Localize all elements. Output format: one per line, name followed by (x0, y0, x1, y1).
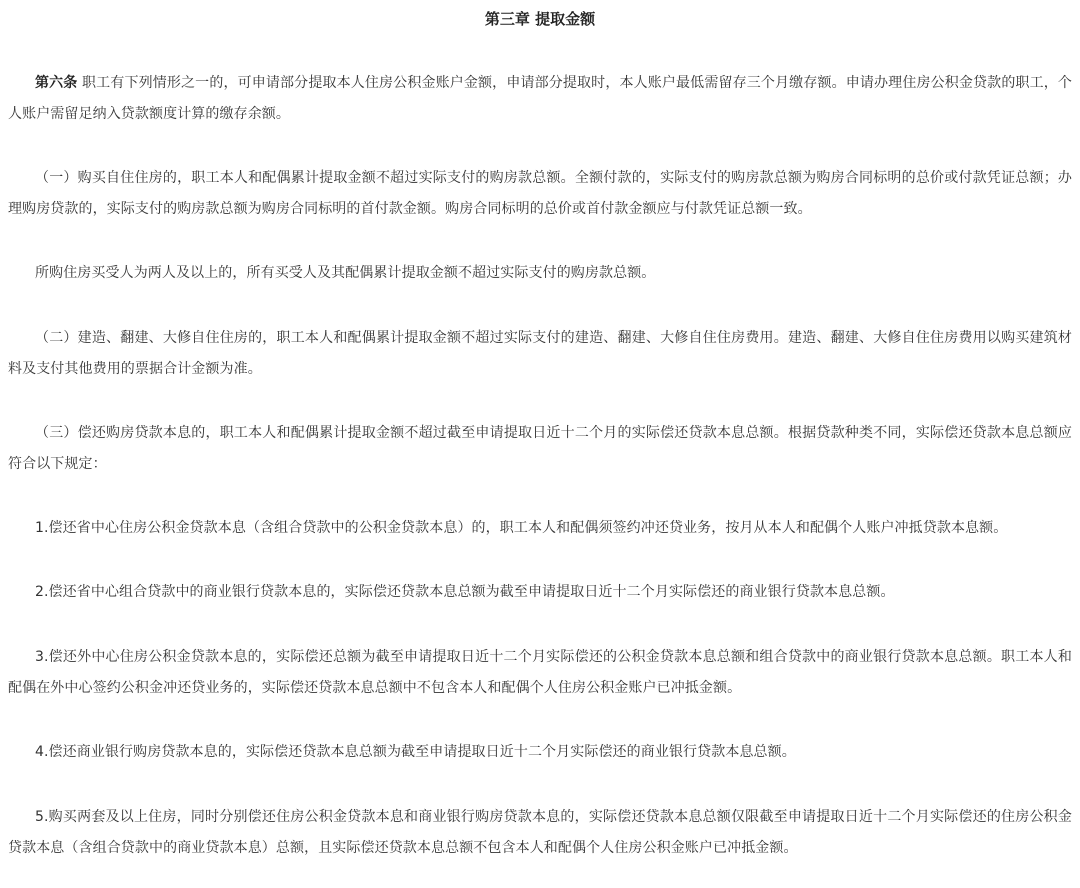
clause-paragraph-3: （二）建造、翻建、大修自住住房的，职工本人和配偶累计提取金额不超过实际支付的建造、翻建、大修自住住房费用。建造、翻建、大修自住住房费用以购买建筑材料及支付其他费用的票据合计金额为准。 (8, 330, 1072, 377)
clause-paragraph-9: 5.购买两套及以上住房，同时分别偿还住房公积金贷款本息和商业银行购房贷款本息的，实际偿还贷款本息总额仅限截至申请提取日近十二个月实际偿还的住房公积金贷款本息（含组合贷款中的商业贷款本息）总额，且实际偿还贷款本息总额不包含本人和配偶个人住房公积金账户已冲抵金额。 (8, 809, 1072, 856)
clause-paragraph-6: 2.偿还省中心组合贷款中的商业银行贷款本息的，实际偿还贷款本息总额为截至申请提取日近十二个月实际偿还的商业银行贷款本息总额。 (35, 584, 895, 600)
clause-paragraph-1: （一）购买自住住房的，职工本人和配偶累计提取金额不超过实际支付的购房款总额。全额付款的，实际支付的购房款总额为购房合同标明的总价或付款凭证总额；办理购房贷款的，实际支付的购房款总额为购房合同标明的首付款金额。购房合同标明的总价或首付款金额应与付款凭证总额一致。 (8, 170, 1072, 217)
chapter-title: 第三章 提取金额 (484, 10, 596, 28)
clause-paragraph-7: 3.偿还外中心住房公积金贷款本息的，实际偿还总额为截至申请提取日近十二个月实际偿还的公积金贷款本息总额和组合贷款中的商业银行贷款本息总额。职工本人和配偶在外中心签约公积金冲还贷业务的，实际偿还贷款本息总额中不包含本人和配偶个人住房公积金账户已冲抵金额。 (8, 649, 1072, 696)
clause-paragraph-5: 1.偿还省中心住房公积金贷款本息（含组合贷款中的公积金贷款本息）的，职工本人和配偶须签约冲还贷业务，按月从本人和配偶个人账户冲抵贷款本息额。 (35, 520, 1008, 536)
article-text: 职工有下列情形之一的，可申请部分提取本人住房公积金账户金额，申请部分提取时，本人账户最低需留存三个月缴存额。申请办理住房公积金贷款的职工，个人账户需留足纳入贷款额度计算的缴存余额。 (8, 75, 1072, 122)
article-paragraph (8, 68, 1072, 130)
clause-paragraph-2: 所购住房买受人为两人及以上的，所有买受人及其配偶累计提取金额不超过实际支付的购房款总额。 (35, 265, 656, 281)
article-label: 第六条 (35, 75, 78, 91)
clause-paragraph-4: （三）偿还购房贷款本息的，职工本人和配偶累计提取金额不超过截至申请提取日近十二个月的实际偿还贷款本息总额。根据贷款种类不同，实际偿还贷款本息总额应符合以下规定： (8, 425, 1072, 472)
clause-paragraph-8: 4.偿还商业银行购房贷款本息的，实际偿还贷款本息总额为截至申请提取日近十二个月实际偿还的商业银行贷款本息总额。 (35, 744, 796, 760)
